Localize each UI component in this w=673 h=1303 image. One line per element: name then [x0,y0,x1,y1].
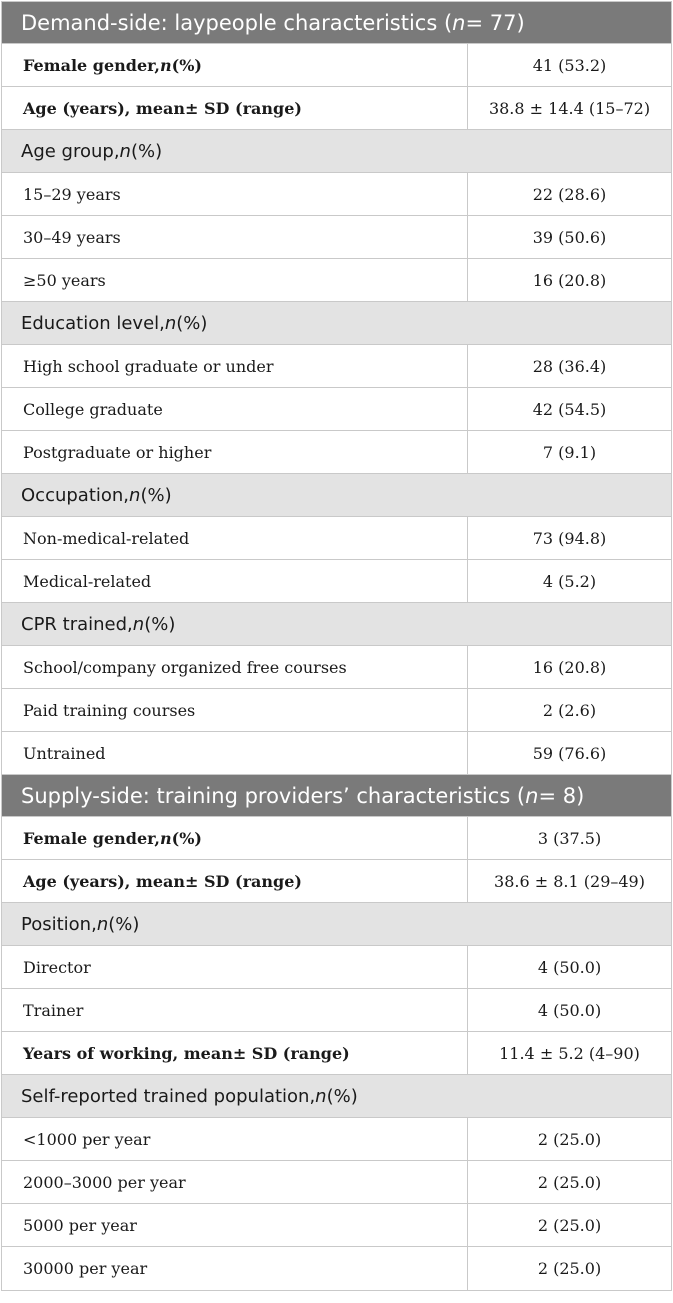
group-label-unit: (%) [326,1085,358,1107]
row-label [2,259,468,301]
row-label-text: ≥50 years [23,270,106,290]
row-value: 7 (9.1) [542,442,597,462]
row-value: 2 (25.0) [537,1215,602,1235]
row-label-unit: (%) [171,828,202,848]
group-label-unit: (%) [130,140,163,162]
group-label-n: n [164,312,177,334]
group-label: Age group, [21,140,120,162]
row-label [2,689,468,731]
table-row [2,345,671,388]
row-label-text: 30000 per year [23,1259,148,1278]
table-row [2,689,671,732]
row-label [2,860,468,902]
group-header [2,474,671,517]
row-value: 3 (37.5) [537,828,602,848]
row-value: 2 (25.0) [537,1172,602,1192]
group-label-unit: (%) [108,913,140,935]
row-value: 4 (50.0) [537,957,602,977]
row-label-text: 30–49 years [23,227,121,247]
row-label [2,44,468,86]
row-value: 28 (36.4) [532,356,607,376]
row-value: 4 (5.2) [542,571,597,591]
group-label-unit: (%) [144,613,176,635]
row-label-text: 2000–3000 per year [23,1172,186,1192]
row-label-text: Postgraduate or higher [23,442,212,462]
group-header [2,903,671,946]
row-label [2,946,468,988]
group-label: Position, [21,913,97,935]
row-label-text: Medical-related [23,571,152,591]
group-label: Occupation, [21,484,130,506]
row-label [2,1118,468,1160]
row-label-text: Non-medical-related [23,528,190,548]
table-row [2,431,671,474]
row-label [2,560,468,602]
table-row [2,173,671,216]
group-label: CPR trained, [21,613,133,635]
row-label-text: Age (years), mean± SD (range) [23,871,302,891]
row-label-text: <1000 per year [23,1129,151,1149]
table-row [2,216,671,259]
row-value: 16 (20.8) [532,270,607,290]
table-row [2,44,671,87]
row-label [2,173,468,215]
row-label [2,216,468,258]
section-title-count: = 77) [465,10,525,35]
row-label-unit: (%) [171,55,202,75]
row-label-n: n [160,55,172,75]
table-row [2,860,671,903]
table-row [2,1247,671,1290]
row-label [2,646,468,688]
section-title: Demand-side: laypeople characteristics ( [21,10,453,35]
table-row [2,388,671,431]
row-label-text: Director [23,957,91,977]
section-title-n: n [452,10,466,35]
row-value: 2 (25.0) [537,1129,602,1149]
table-row [2,989,671,1032]
row-value: 59 (76.6) [532,743,607,763]
table-row [2,1161,671,1204]
row-value: 38.8 ± 14.4 (15–72) [488,98,651,118]
group-header [2,302,671,345]
section-header [2,775,671,817]
row-value: 11.4 ± 5.2 (4–90) [499,1043,640,1063]
table-row [2,946,671,989]
row-label-text: 15–29 years [23,184,121,204]
row-label [2,989,468,1031]
row-label [2,87,468,129]
row-label [2,1032,468,1074]
section-title-n: n [525,783,539,808]
row-value: 4 (50.0) [537,1000,602,1020]
row-label [2,517,468,559]
row-label [2,817,468,859]
row-label-text: High school graduate or under [23,356,274,376]
row-label-text: Female gender, [23,828,160,848]
row-value: 41 (53.2) [532,55,607,75]
group-label-unit: (%) [140,484,172,506]
row-label [2,1247,468,1290]
row-label-text: Trainer [23,1000,84,1020]
group-header [2,603,671,646]
table-row [2,646,671,689]
row-label-text: Untrained [23,743,106,763]
group-label-n: n [129,484,141,506]
table-row [2,1118,671,1161]
group-label-n: n [315,1085,327,1107]
row-value: 2 (25.0) [537,1259,602,1278]
characteristics-table [1,1,672,1291]
row-value: 16 (20.8) [532,657,607,677]
row-label [2,431,468,473]
row-label [2,345,468,387]
row-label-n: n [160,828,172,848]
table-row [2,817,671,860]
row-label-text: College graduate [23,399,163,419]
row-value: 22 (28.6) [532,184,607,204]
table-row [2,517,671,560]
row-label [2,1204,468,1246]
table-row [2,259,671,302]
row-label-text: Age (years), mean± SD (range) [23,98,302,118]
group-label: Education level, [21,312,165,334]
group-label-unit: (%) [176,312,208,334]
row-label-text: Female gender, [23,55,160,75]
group-label-n: n [96,913,109,935]
row-value: 42 (54.5) [532,399,607,419]
group-header [2,1075,671,1118]
table-row [2,87,671,130]
row-label-text: School/company organized free courses [23,657,347,677]
group-label-n: n [119,140,131,162]
section-header [2,2,671,44]
table-row [2,1204,671,1247]
group-header [2,130,671,173]
group-label-n: n [132,613,145,635]
row-label-text: 5000 per year [23,1215,137,1235]
group-label: Self-reported trained population, [21,1085,316,1107]
table-row [2,1032,671,1075]
table-row [2,732,671,775]
row-label [2,1161,468,1203]
section-title: Supply-side: training providers’ characteristics ( [21,783,526,808]
row-value: 39 (50.6) [532,227,607,247]
row-label-text: Years of working, mean± SD (range) [23,1043,350,1063]
row-value: 2 (2.6) [542,700,597,720]
table-row [2,560,671,603]
row-label [2,732,468,774]
row-label [2,388,468,430]
row-value: 38.6 ± 8.1 (29–49) [494,871,645,891]
row-value: 73 (94.8) [532,528,607,548]
section-title-count: = 8) [538,783,585,808]
row-label-text: Paid training courses [23,700,196,720]
